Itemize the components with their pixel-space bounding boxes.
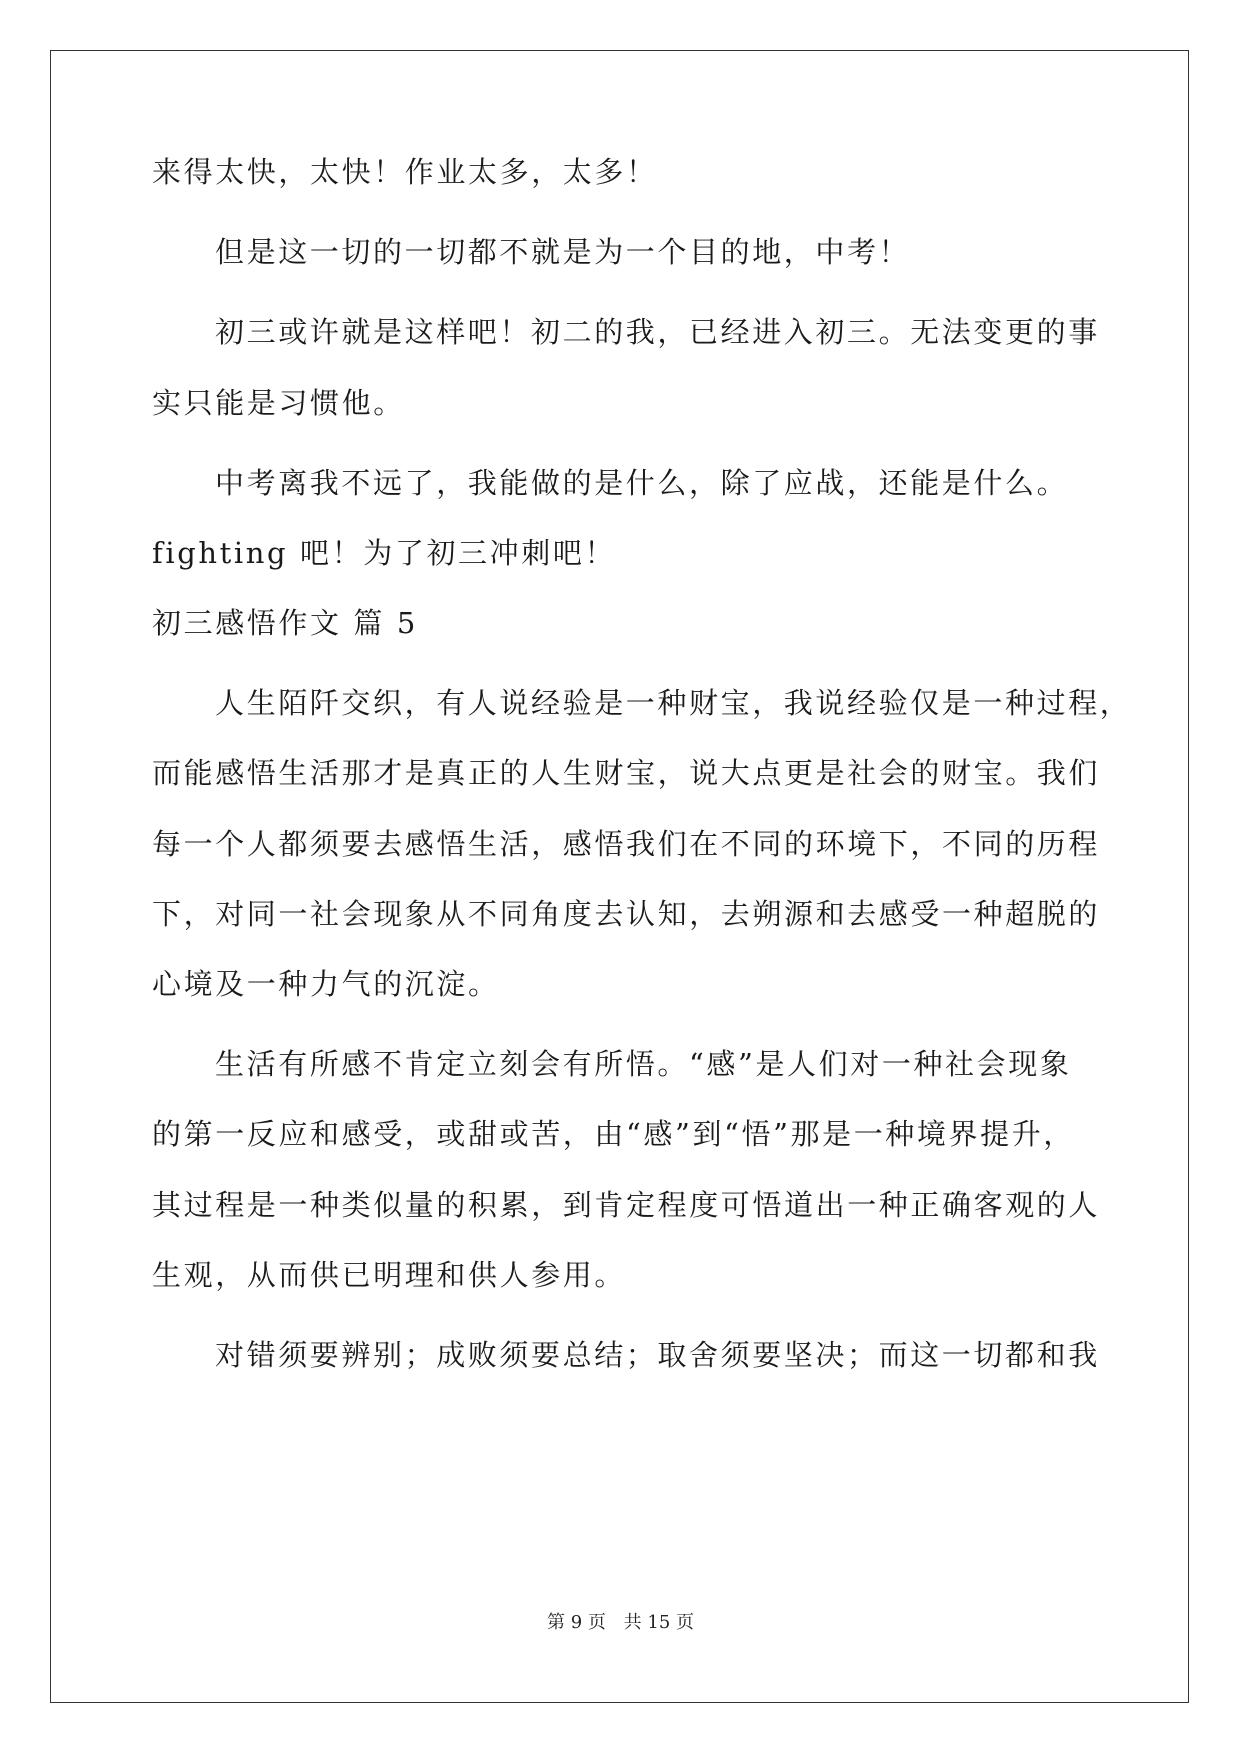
text-line: 下，对同一社会现象从不同角度去认知，去朔源和去感受一种超脱的 [152, 897, 1101, 931]
text-line: 初三或许就是这样吧！初二的我，已经进入初三。无法变更的事 [215, 315, 1100, 349]
text-line: 心境及一种力气的沉淀。 [152, 967, 500, 1001]
text-line: 而能感悟生活那才是真正的人生财宝，说大点更是社会的财宝。我们 [152, 756, 1101, 790]
text-line: 但是这一切的一切都不就是为一个目的地，中考！ [215, 235, 911, 269]
page-total: 共 15 页 [623, 1612, 694, 1633]
text-line: 的第一反应和感受，或甜或苦，由“感”到“悟”那是一种境界提升， [152, 1117, 1075, 1151]
text-line: 实只能是习惯他。 [152, 386, 405, 420]
text-line: 来得太快，太快！作业太多，太多！ [152, 155, 658, 189]
text-line: fighting 吧！为了初三冲刺吧！ [152, 536, 617, 570]
text-line: 中考离我不远了，我能做的是什么，除了应战，还能是什么。 [215, 466, 1069, 500]
text-line: 对错须要辨别；成败须要总结；取舍须要坚决；而这一切都和我 [215, 1338, 1100, 1372]
text-line: 生活有所感不肯定立刻会有所悟。“感”是人们对一种社会现象 [215, 1047, 1072, 1081]
text-line: 其过程是一种类似量的积累，到肯定程度可悟道出一种正确客观的人 [152, 1188, 1101, 1222]
page-number: 第 9 页 [547, 1612, 606, 1633]
page-border [50, 50, 1189, 1703]
text-line: 生观，从而供已明理和供人参用。 [152, 1258, 627, 1292]
section-heading: 初三感悟作文 篇 5 [152, 606, 418, 640]
text-line: 人生陌阡交织，有人说经验是一种财宝，我说经验仅是一种过程， [215, 686, 1132, 720]
page-footer [0, 1612, 1241, 1634]
text-line: 每一个人都须要去感悟生活，感悟我们在不同的环境下，不同的历程 [152, 827, 1101, 861]
